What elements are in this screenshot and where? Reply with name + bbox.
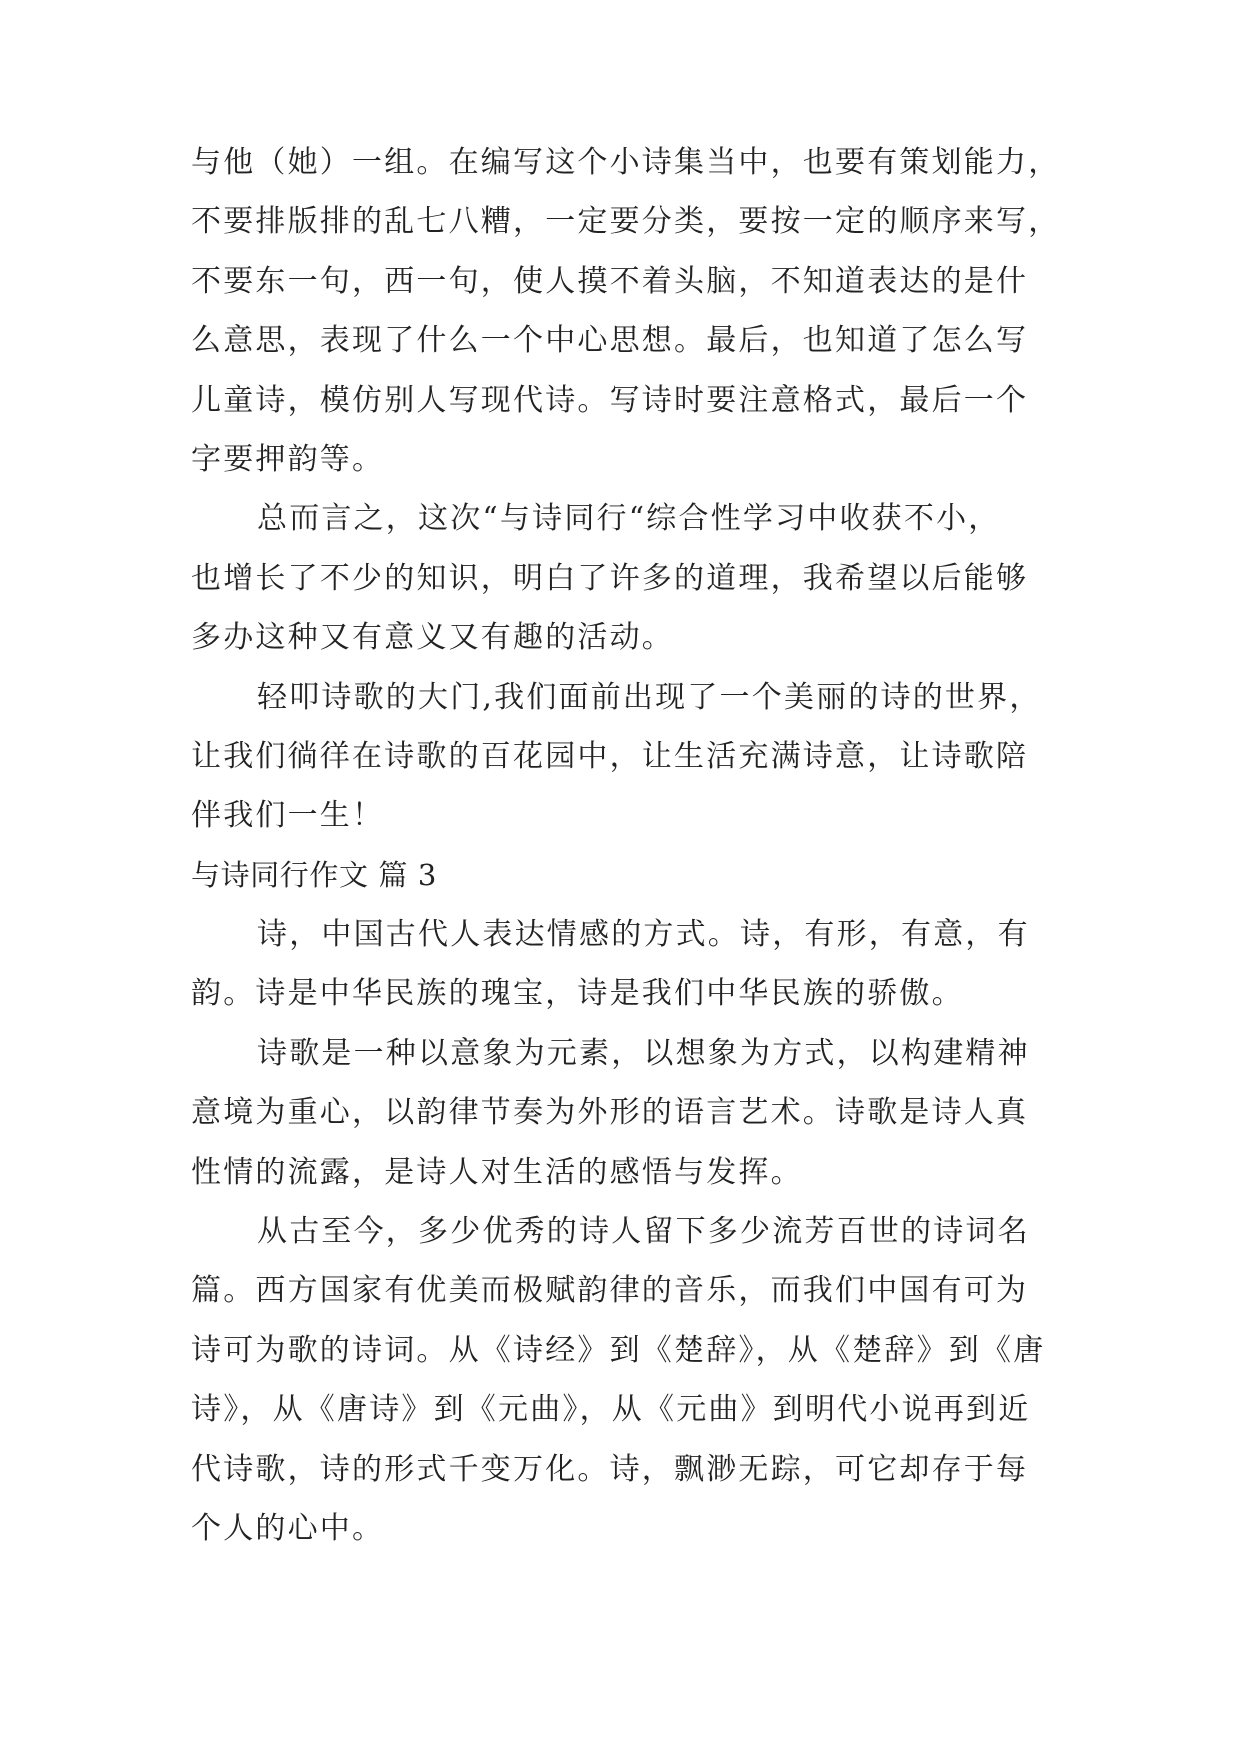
text-line: 与他（她）一组。在编写这个小诗集当中，也要有策划能力， bbox=[191, 145, 1061, 180]
text-line: 儿童诗，模仿别人写现代诗。写诗时要注意格式，最后一个 bbox=[191, 382, 1029, 418]
text-line: 轻叩诗歌的大门,我们面前出现了一个美丽的诗的世界， bbox=[257, 679, 1042, 715]
text-line: 诗，中国古代人表达情感的方式。诗，有形，有意，有 bbox=[257, 917, 1030, 953]
text-line: 让我们徜徉在诗歌的百花园中，让生活充满诗意，让诗歌陪 bbox=[191, 738, 1029, 774]
text-line: 多办这种又有意义又有趣的活动。 bbox=[191, 620, 674, 656]
text-line: 从古至今，多少优秀的诗人留下多少流芳百世的诗词名 bbox=[257, 1214, 1030, 1250]
document-page bbox=[191, 133, 1063, 1558]
text-line: 诗》，从《唐诗》到《元曲》，从《元曲》到明代小说再到近 bbox=[191, 1392, 1031, 1428]
text-line: 诗歌是一种以意象为元素，以想象为方式，以构建精神 bbox=[257, 1035, 1030, 1071]
text-line: 么意思，表现了什么一个中心思想。最后，也知道了怎么写 bbox=[191, 323, 1029, 359]
text-line: 个人的心中。 bbox=[191, 1510, 385, 1546]
text-line: 代诗歌，诗的形式千变万化。诗，飘渺无踪，可它却存于每 bbox=[191, 1451, 1029, 1487]
document-body bbox=[191, 133, 1063, 1558]
text-line: 诗可为歌的诗词。从《诗经》到《楚辞》，从《楚辞》到《唐 bbox=[191, 1332, 1046, 1368]
text-line: 也增长了不少的知识，明白了许多的道理，我希望以后能够 bbox=[191, 560, 1029, 596]
text-line: 不要东一句，西一句，使人摸不着头脑，不知道表达的是什 bbox=[191, 263, 1029, 299]
text-line: 字要押韵等。 bbox=[191, 441, 385, 477]
text-line: 意境为重心，以韵律节奏为外形的语言艺术。诗歌是诗人真 bbox=[191, 1095, 1029, 1131]
text-line: 篇。西方国家有优美而极赋韵律的音乐，而我们中国有可为 bbox=[191, 1273, 1029, 1309]
text-line: 伴我们一生！ bbox=[191, 798, 385, 834]
text-line: 总而言之，这次“与诗同行“综合性学习中收获不小， bbox=[257, 501, 1001, 537]
text-line: 不要排版排的乱七八糟，一定要分类，要按一定的顺序来写， bbox=[191, 204, 1061, 240]
text-line: 韵。诗是中华民族的瑰宝，诗是我们中华民族的骄傲。 bbox=[191, 976, 964, 1012]
section-heading: 与诗同行作文 篇 3 bbox=[191, 857, 437, 892]
text-line: 性情的流露，是诗人对生活的感悟与发挥。 bbox=[191, 1154, 803, 1190]
